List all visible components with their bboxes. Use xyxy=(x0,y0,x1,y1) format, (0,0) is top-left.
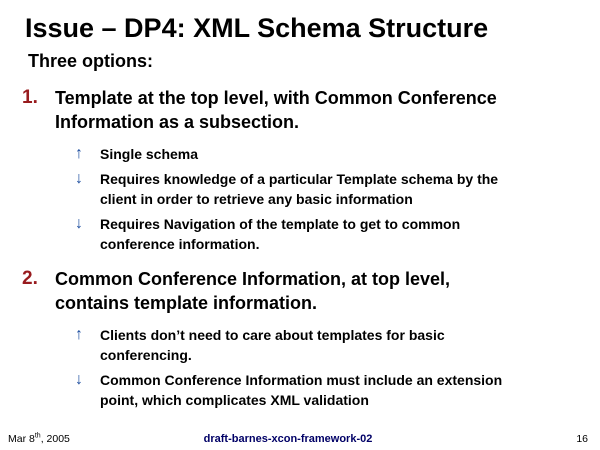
item-number: 1. xyxy=(22,87,38,108)
list-item-option-2 xyxy=(22,267,582,415)
down-arrow-icon: ↓ xyxy=(75,170,83,187)
item-body xyxy=(55,267,582,415)
footer-page-number: 16 xyxy=(576,433,588,445)
options-list xyxy=(22,86,582,423)
subitem-text: Single schema xyxy=(100,146,199,162)
item-number: 2. xyxy=(22,268,38,289)
item-text: Template at the top level, with Common Conference Information as a subsection. xyxy=(55,88,497,132)
list-item-option-1 xyxy=(22,86,582,259)
list-subitem xyxy=(75,144,582,164)
down-arrow-icon: ↓ xyxy=(75,371,83,388)
footer-document-name: draft-barnes-xcon-framework-02 xyxy=(203,433,373,445)
subitem-text: Requires knowledge of a particular Template schema by the client in order to retrieve any basic information xyxy=(100,171,499,207)
up-arrow-icon: ↑ xyxy=(75,326,83,343)
subitem-list xyxy=(75,144,582,254)
up-arrow-icon: ↑ xyxy=(75,145,83,162)
footer-date-prefix: Mar 8 xyxy=(8,433,35,445)
list-subitem xyxy=(75,370,582,410)
subitem-text: Clients don’t need to care about templates for basic conferencing. xyxy=(100,327,445,363)
subitem-list xyxy=(75,325,582,410)
item-text: Common Conference Information, at top level, contains template information. xyxy=(55,269,451,313)
subitem-text: Requires Navigation of the template to get to common conference information. xyxy=(100,216,461,252)
slide-title: Issue – DP4: XML Schema Structure xyxy=(25,13,489,43)
subitem-text: Common Conference Information must include an extension point, which complicates XML validation xyxy=(100,372,503,408)
down-arrow-icon: ↓ xyxy=(75,215,83,232)
item-body xyxy=(55,86,582,259)
list-subitem xyxy=(75,214,582,254)
list-subitem xyxy=(75,325,582,365)
footer-date-superscript: th xyxy=(34,432,41,440)
slide-subtitle: Three options: xyxy=(28,51,153,71)
list-subitem xyxy=(75,169,582,209)
footer-date-suffix: , 2005 xyxy=(40,433,70,445)
